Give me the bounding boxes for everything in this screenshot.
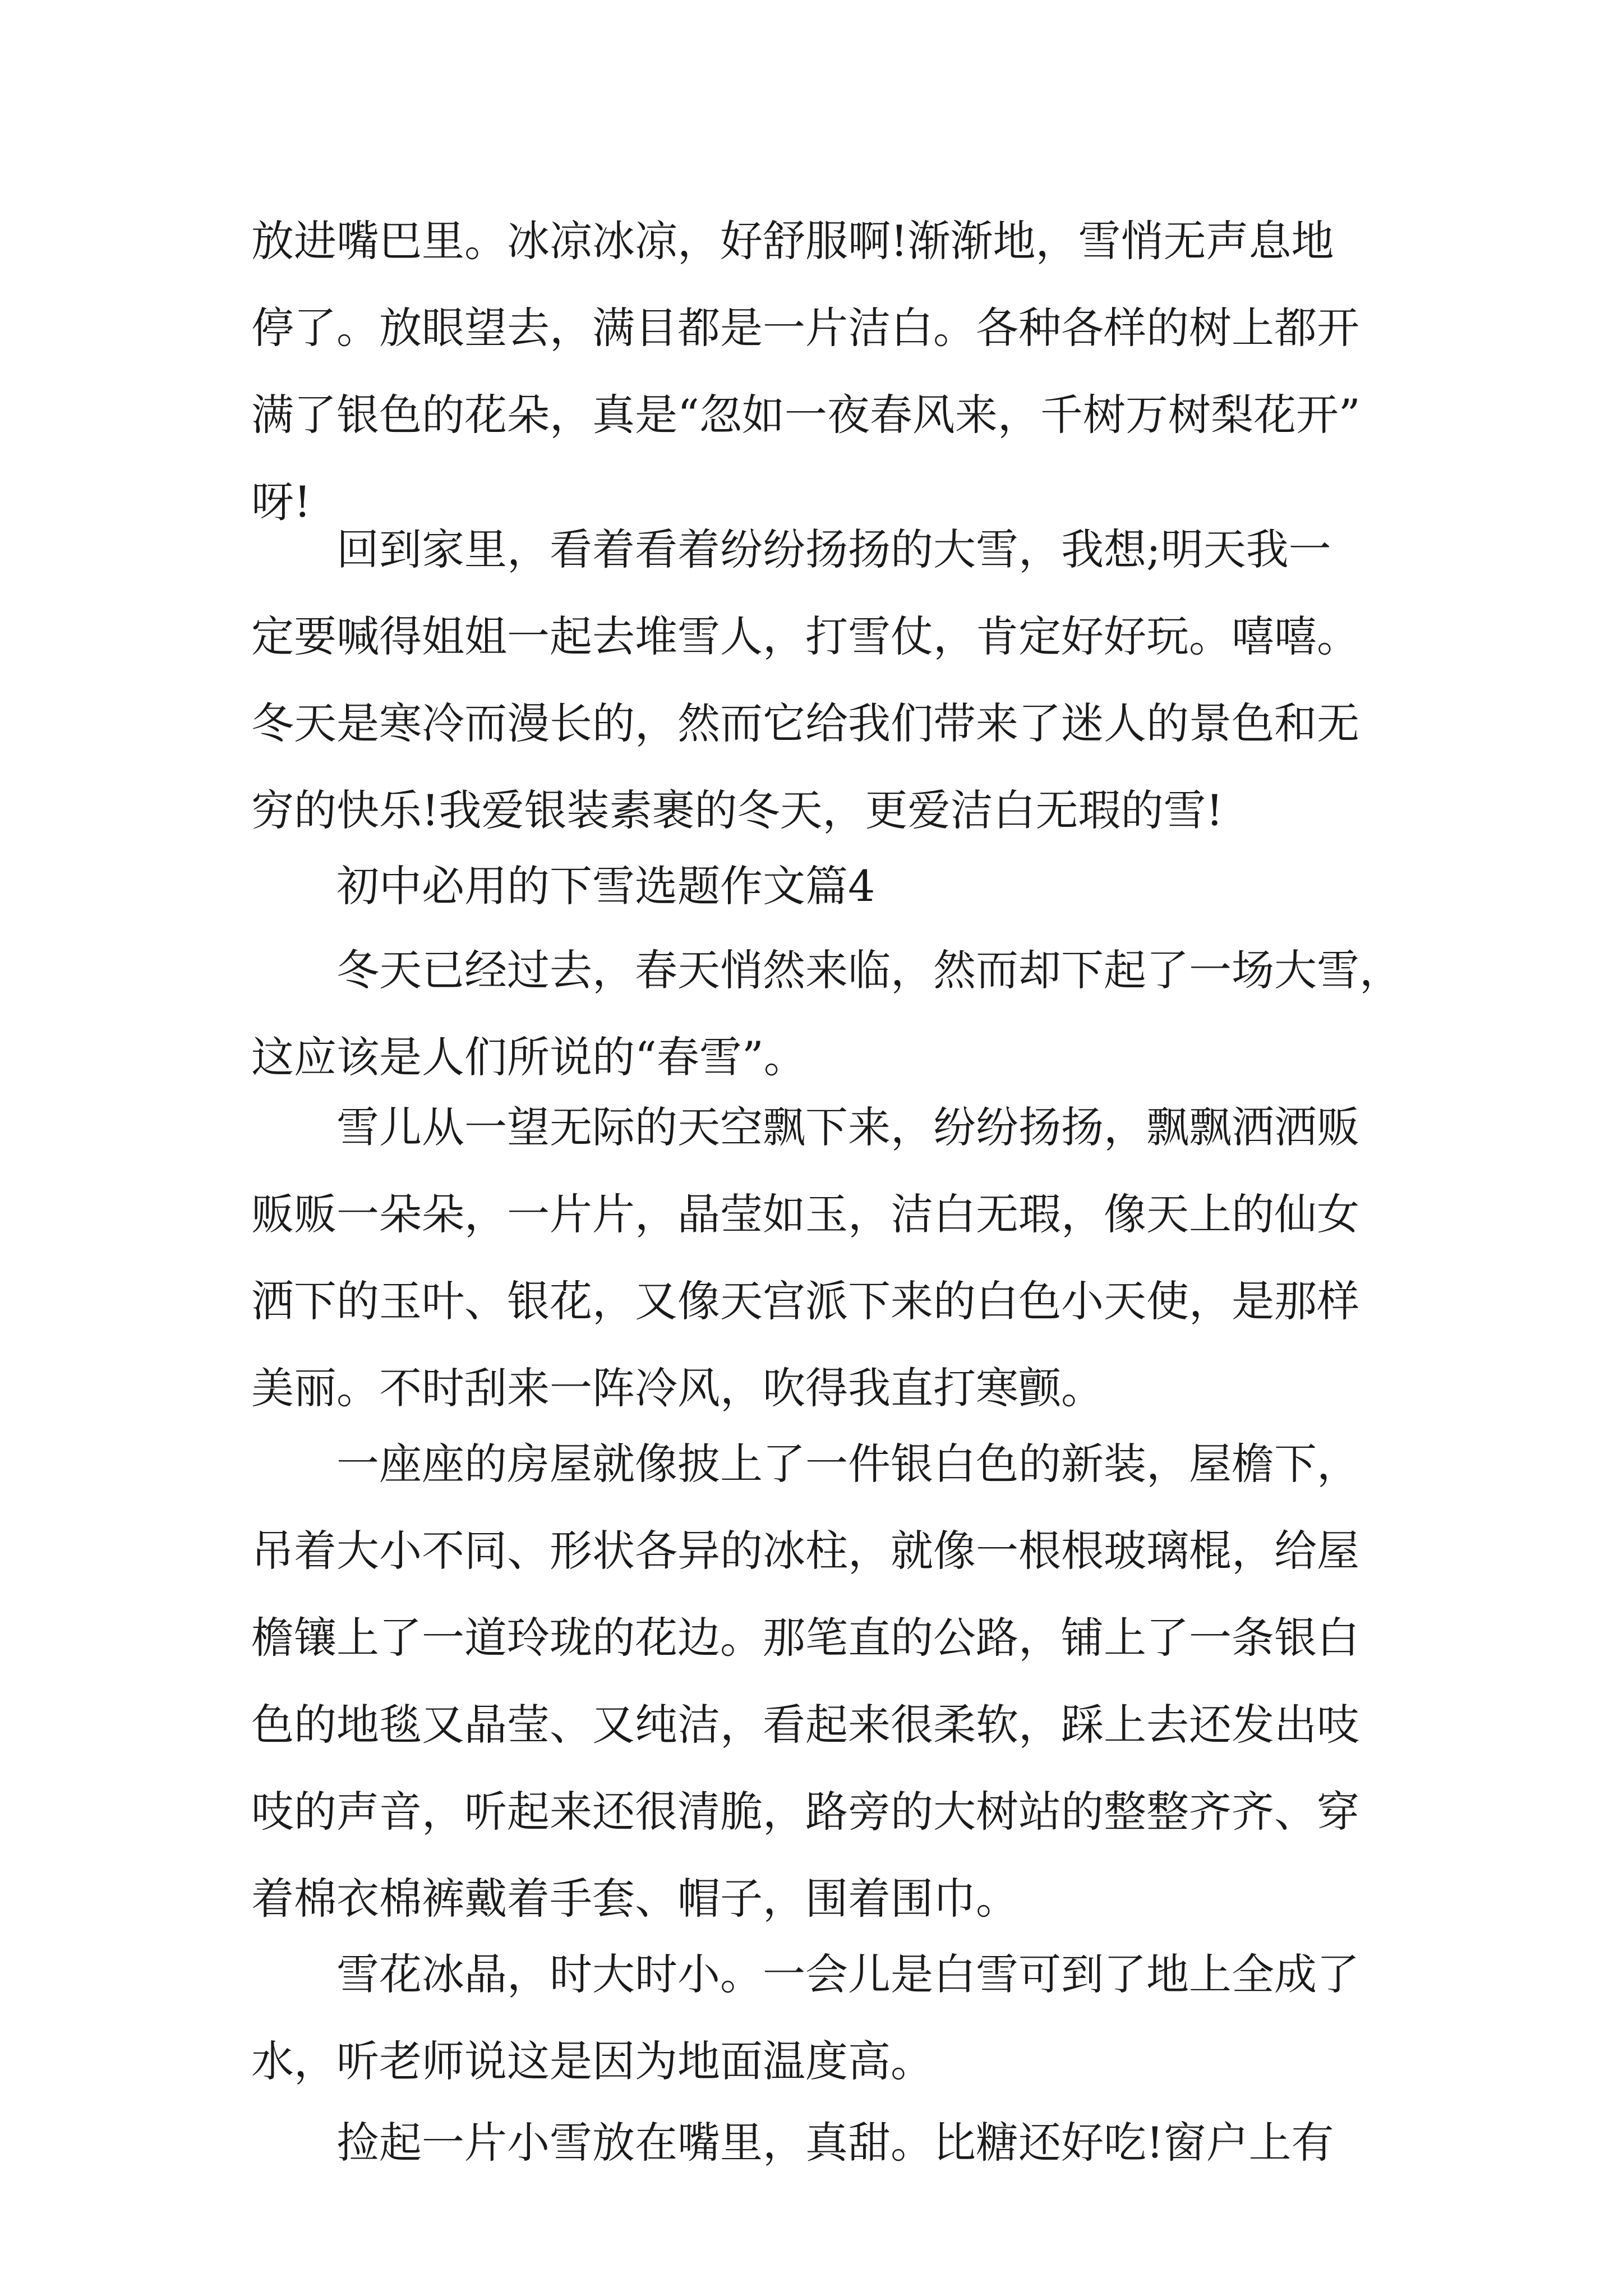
text-line: 放进嘴巴里。冰凉冰凉，好舒服啊!渐渐地，雪悄无声息地 <box>251 216 1334 266</box>
text-line: 满了银色的花朵，真是“忽如一夜春风来，千树万树梨花开” <box>251 390 1361 440</box>
text-line: 洒下的玉叶、银花，又像天宫派下来的白色小天使，是那样 <box>251 1276 1359 1326</box>
text-line: 冬天已经过去，春天悄然来临，然而却下起了一场大雪， <box>336 945 1402 995</box>
text-line: 吱的声音，听起来还很清脆，路旁的大树站的整整齐齐、穿 <box>251 1787 1359 1837</box>
section-heading: 初中必用的下雪选题作文篇4 <box>336 861 875 911</box>
text-line: 水，听老师说这是因为地面温度高。 <box>251 2036 933 2086</box>
text-line: 一座座的房屋就像披上了一件银白色的新装，屋檐下， <box>336 1439 1359 1489</box>
text-line: 这应该是人们所说的“春雪”。 <box>251 1032 806 1082</box>
text-line: 着棉衣棉裤戴着手套、帽子，围着围巾。 <box>251 1874 1018 1924</box>
text-line: 檐镶上了一道玲珑的花边。那笔直的公路，铺上了一条银白 <box>251 1613 1359 1663</box>
text-line: 呀! <box>251 477 311 527</box>
text-line: 回到家里，看着看着纷纷扬扬的大雪，我想;明天我一 <box>336 524 1331 574</box>
text-line: 停了。放眼望去，满目都是一片洁白。各种各样的树上都开 <box>251 303 1359 353</box>
text-line: 捡起一片小雪放在嘴里，真甜。比糖还好吃!窗户上有 <box>336 2118 1334 2168</box>
text-line: 美丽。不时刮来一阵冷风，吹得我直打寒颤。 <box>251 1363 1104 1413</box>
text-line: 定要喊得姐姐一起去堆雪人，打雪仗，肯定好好玩。嘻嘻。 <box>251 611 1359 661</box>
text-line: 贩贩一朵朵，一片片，晶莹如玉，洁白无瑕，像天上的仙女 <box>251 1189 1359 1239</box>
text-line: 雪儿从一望无际的天空飘下来，纷纷扬扬，飘飘洒洒贩 <box>336 1102 1359 1152</box>
text-line: 穷的快乐!我爱银装素裹的冬天，更爱洁白无瑕的雪! <box>251 785 1224 835</box>
text-line: 吊着大小不同、形状各异的冰柱，就像一根根玻璃棍，给屋 <box>251 1526 1359 1576</box>
text-line: 雪花冰晶，时大时小。一会儿是白雪可到了地上全成了 <box>336 1949 1359 1999</box>
text-line: 冬天是寒冷而漫长的，然而它给我们带来了迷人的景色和无 <box>251 698 1359 748</box>
text-line: 色的地毯又晶莹、又纯洁，看起来很柔软，踩上去还发出吱 <box>251 1700 1359 1750</box>
